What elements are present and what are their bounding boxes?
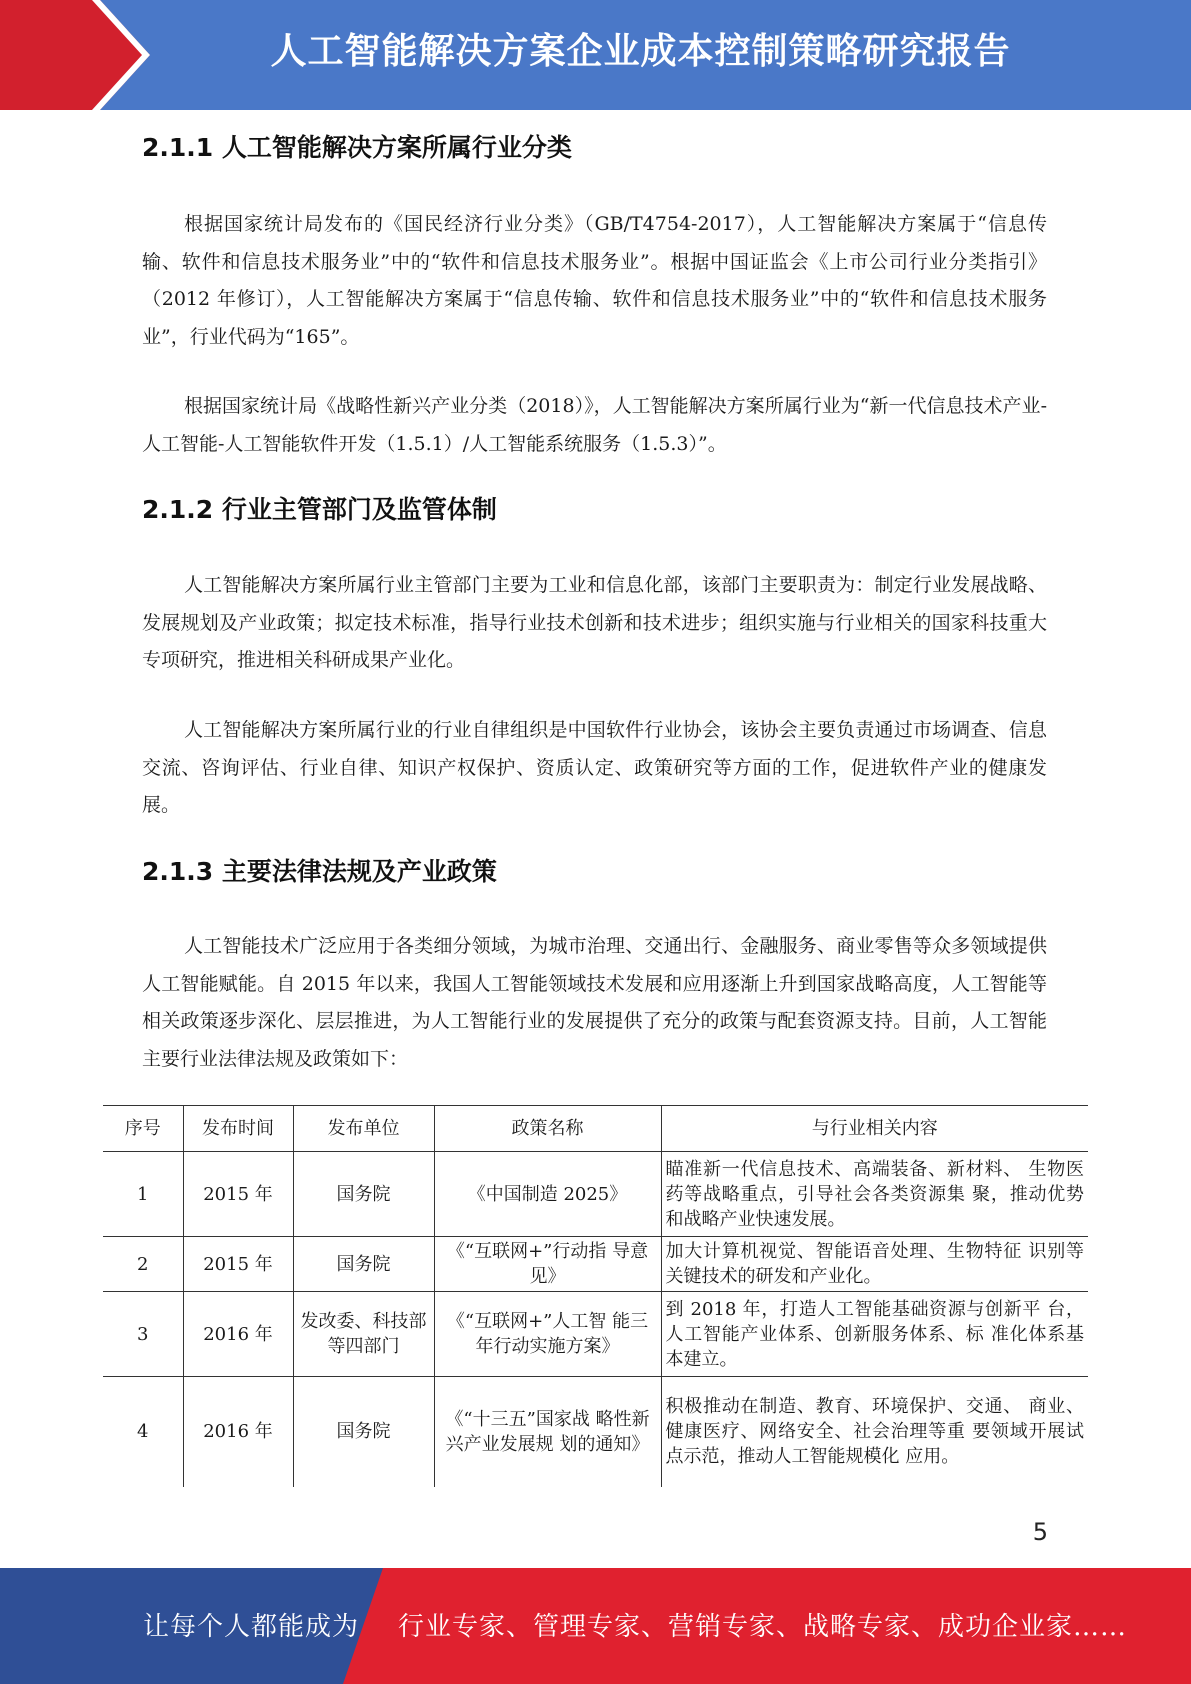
table-row (103, 1292, 1088, 1377)
cell-issuer: 国务院 (293, 1237, 434, 1292)
cell-content: 加大计算机视觉、智能语音处理、生物特征 识别等关键技术的研发和产业化。 (661, 1237, 1088, 1292)
paragraph: 人工智能技术广泛应用于各类细分领域，为城市治理、交通出行、金融服务、商业零售等众多领域提供人工智能赋能。自 2015 年以来，我国人工智能领域技术发展和应用逐渐上升到国家战略高度，人工智能等相关政策逐步深化、层层推进，为人工智能行业的发展提供了充分的政策与配套资源支持。目前，人工智能主要行业法律法规及政策如下： (142, 935, 1047, 1070)
cell-issuer: 发改委、科技部等四部门 (293, 1292, 434, 1377)
cell-date: 2015 年 (183, 1152, 293, 1237)
table-row (103, 1377, 1088, 1487)
col-header-date: 发布时间 (183, 1106, 293, 1152)
table-header-row (103, 1106, 1088, 1152)
cell-date: 2015 年 (183, 1237, 293, 1292)
table-row (103, 1152, 1088, 1237)
cell-policy-name: 《中国制造 2025》 (434, 1152, 661, 1237)
paragraph: 根据国家统计局发布的《国民经济行业分类》（GB/T4754-2017），人工智能解决方案属于“信息传输、软件和信息技术服务业”中的“软件和信息技术服务业”。根据中国证监会《上市公司行业分类指引》（2012 年修订），人工智能解决方案属于“信息传输、软件和信息技术服务业”中的“软件和信息技术服务业”，行业代码为“165”。 (142, 213, 1047, 348)
cell-index: 1 (103, 1152, 183, 1237)
footer-slogan-left: 让每个人都能成为 (143, 1612, 360, 1642)
page-number: 5 (1032, 1518, 1048, 1546)
table-row (103, 1237, 1088, 1292)
cell-content: 积极推动在制造、教育、环境保护、交通、 商业、健康医疗、网络安全、社会治理等重 要领域开展试点示范，推动人工智能规模化 应用。 (661, 1377, 1088, 1487)
page-footer (0, 1568, 1191, 1684)
cell-date: 2016 年 (183, 1377, 293, 1487)
col-header-issuer: 发布单位 (293, 1106, 434, 1152)
cell-date: 2016 年 (183, 1292, 293, 1377)
cell-policy-name: 《“互联网+”行动指 导意见》 (434, 1237, 661, 1292)
paragraph: 人工智能解决方案所属行业主管部门主要为工业和信息化部，该部门主要职责为：制定行业发展战略、发展规划及产业政策；拟定技术标准，指导行业技术创新和技术进步；组织实施与行业相关的国家科技重大专项研究，推进相关科研成果产业化。 (142, 574, 1047, 671)
footer-slogan-right: 行业专家、管理专家、营销专家、战略专家、成功企业家…… (398, 1612, 1128, 1642)
section-heading-2-1-3: 2.1.3 主要法律法规及产业政策 (142, 857, 497, 886)
paragraph: 根据国家统计局《战略性新兴产业分类（2018）》，人工智能解决方案所属行业为“新一代信息技术产业-人工智能-人工智能软件开发（1.5.1）/人工智能系统服务（1.5.3）”。 (142, 395, 1047, 455)
section-heading-2-1-1: 2.1.1 人工智能解决方案所属行业分类 (142, 133, 572, 162)
section-heading-2-1-2: 2.1.2 行业主管部门及监管体制 (142, 495, 497, 524)
cell-content: 瞄准新一代信息技术、高端装备、新材料、 生物医药等战略重点，引导社会各类资源集 聚，推动优势和战略产业快速发展。 (661, 1152, 1088, 1237)
report-title: 人工智能解决方案企业成本控制策略研究报告 (270, 31, 1011, 72)
cell-policy-name: 《“十三五”国家战 略性新兴产业发展规 划的通知》 (434, 1377, 661, 1487)
cell-index: 2 (103, 1237, 183, 1292)
page-header (0, 0, 1191, 110)
col-header-policy-name: 政策名称 (434, 1106, 661, 1152)
policy-table (103, 1105, 1088, 1487)
cell-issuer: 国务院 (293, 1152, 434, 1237)
col-header-content: 与行业相关内容 (661, 1106, 1088, 1152)
col-header-index: 序号 (103, 1106, 183, 1152)
cell-content: 到 2018 年，打造人工智能基础资源与创新平 台，人工智能产业体系、创新服务体系、标 准化体系基本建立。 (661, 1292, 1088, 1377)
paragraph: 人工智能解决方案所属行业的行业自律组织是中国软件行业协会，该协会主要负责通过市场调查、信息交流、咨询评估、行业自律、知识产权保护、资质认定、政策研究等方面的工作，促进软件产业的健康发展。 (142, 719, 1047, 816)
cell-policy-name: 《“互联网+”人工智 能三年行动实施方案》 (434, 1292, 661, 1377)
cell-issuer: 国务院 (293, 1377, 434, 1487)
cell-index: 3 (103, 1292, 183, 1377)
cell-index: 4 (137, 1421, 149, 1443)
